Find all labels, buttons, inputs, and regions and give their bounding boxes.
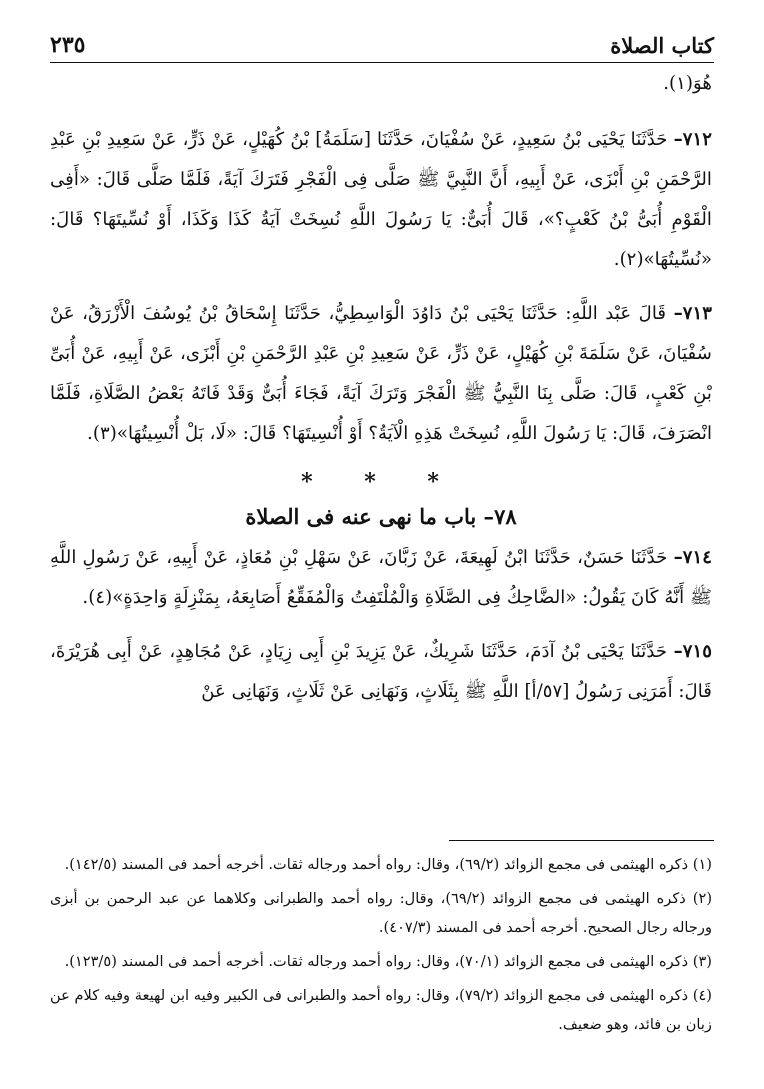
continuation-paragraph xyxy=(50,64,712,104)
main-text xyxy=(50,64,712,726)
hadith-text: حَدَّثَنَا يَحْيَى بْنُ سَعِيدٍ، عَنْ سُفْيَانَ، حَدَّثَنَا [سَلَمَةُ] بْنُ كُهَيْلٍ، عَنْ ذَرٍّ، عَنْ سَعِيدِ بْنِ عَبْدِ الرَّحْمَنِ بْنِ أَبْزَى، عَنْ أَبِيهِ، أَنَّ النَّبِيَّ ﷺ صَلَّى فِى الْفَجْرِ فَتَرَكَ آيَةً، فَلَمَّا صَلَّى قَالَ: «أَفِى الْقَوْمِ أُبَىُّ بْنُ كَعْبٍ؟»، قَالَ أُبَىٌّ: يَا رَسُولَ اللَّهِ نُسِخَتْ آيَةُ كَذَا وَكَذَا، أَوْ نُسِّيتَهَا؟ قَالَ: «نُسِّيتُهَا»(٢). xyxy=(50,129,712,270)
hadith-text: قَالَ عَبْد اللَّهِ: حَدَّثَنَا يَحْيَى بْنُ دَاوُدَ الْوَاسِطِيُّ، حَدَّثَنَا إِسْحَاقُ بْنُ يُوسُفَ الْأَزْرَقُ، عَنْ سُفْيَانَ، عَنْ سَلَمَةَ بْنِ كُهَيْلٍ، عَنْ ذَرٍّ، عَنْ سَعِيدِ بْنِ عَبْدِ الرَّحْمَنِ بْنِ أَبْزَى، عَنْ أَبِيهِ، عَنْ أُبَىِّ بْنِ كَعْبٍ، قَالَ: صَلَّى بِنَا النَّبِيُّ ﷺ الْفَجْرَ وَتَرَكَ آيَةً، فَجَاءَ أُبَىٌّ وَقَدْ فَاتَهُ بَعْضُ الصَّلَاةِ، فَلَمَّا انْصَرَفَ، قَالَ: يَا رَسُولَ اللَّهِ، نُسِخَتْ هَذِهِ الْآيَةُ؟ أَوْ أُنْسِيتَهَا؟ قَالَ: «لَا، بَلْ أُنْسِيتُهَا»(٣). xyxy=(50,303,712,444)
hadith-number: ٧١٢– xyxy=(673,129,712,150)
footnote-1: (١) ذكره الهيثمى فى مجمع الزوائد (٦٩/٢)، وقال: رواه أحمد ورجاله ثقات. أخرجه أحمد فى المسند (١٤٢/٥). xyxy=(64,856,712,873)
paragraph-text: هُوَ(١). xyxy=(663,73,712,94)
hadith-number: ٧١٤– xyxy=(673,547,712,568)
hadith-text: حَدَّثَنَا حَسَنٌ، حَدَّثَنَا ابْنُ لَهِيعَةَ، عَنْ زَبَّانَ، عَنْ سَهْلِ بْنِ مُعَاذٍ، عَنْ أَبِيهِ، عَنْ رَسُولِ اللَّهِ ﷺ أَنَّهُ كَانَ يَقُولُ: «الضَّاحِكُ فِى الصَّلَاةِ وَالْمُلْتَفِتُ وَالْمُفَقِّعُ أَصَابِعَهُ، بِمَنْزِلَةٍ وَاحِدَةٍ»(٤). xyxy=(50,547,712,608)
running-header xyxy=(50,28,714,63)
footnote-4: (٤) ذكره الهيثمى فى مجمع الزوائد (٧٩/٢)، وقال: رواه أحمد والطبرانى فى الكبير وفيه ابن لهيعة وفيه كلام عن زبان بن فائد، وهو ضعيف. xyxy=(50,987,712,1033)
hadith-715 xyxy=(50,632,712,712)
page-number: ٢٣٥ xyxy=(50,32,86,58)
footnote-divider xyxy=(449,840,714,841)
section-separator: * * * xyxy=(301,469,461,495)
hadith-712 xyxy=(50,120,712,280)
hadith-714 xyxy=(50,538,712,618)
hadith-number: ٧١٥– xyxy=(673,641,712,662)
hadith-713 xyxy=(50,294,712,454)
footnote-2: (٢) ذكره الهيثمى فى مجمع الزوائد (٦٩/٢)، وقال: رواه أحمد والطبرانى وكلاهما عن عبد الرحمن بن أبزى ورجاله رجال الصحيح. أخرجه أحمد فى المسند (٤٠٧/٣). xyxy=(50,890,713,936)
book-title: كتاب الصلاة xyxy=(610,32,714,58)
footnotes xyxy=(50,850,712,1044)
hadith-text: حَدَّثَنَا يَحْيَى بْنُ آدَمَ، حَدَّثَنَا شَرِيكٌ، عَنْ يَزِيدَ بْنِ أَبِى زِيَادٍ، عَنْ مُجَاهِدٍ، عَنْ أَبِى هُرَيْرَةَ، قَالَ: أَمَرَنِى رَسُولُ [٥٧/أ] اللَّهِ ﷺ بِثَلَاثٍ، وَنَهَانِى عَنْ ثَلَاثٍ، وَنَهَانِى عَنْ xyxy=(50,641,712,702)
hadith-number: ٧١٣– xyxy=(673,303,712,324)
chapter-heading: ٧٨– باب ما نهى عنه فى الصلاة xyxy=(245,504,517,529)
footnote-3: (٣) ذكره الهيثمى فى مجمع الزوائد (٧٠/١)، وقال: رواه أحمد ورجاله ثقات. أخرجه أحمد فى المسند (١٢٣/٥). xyxy=(64,953,712,970)
